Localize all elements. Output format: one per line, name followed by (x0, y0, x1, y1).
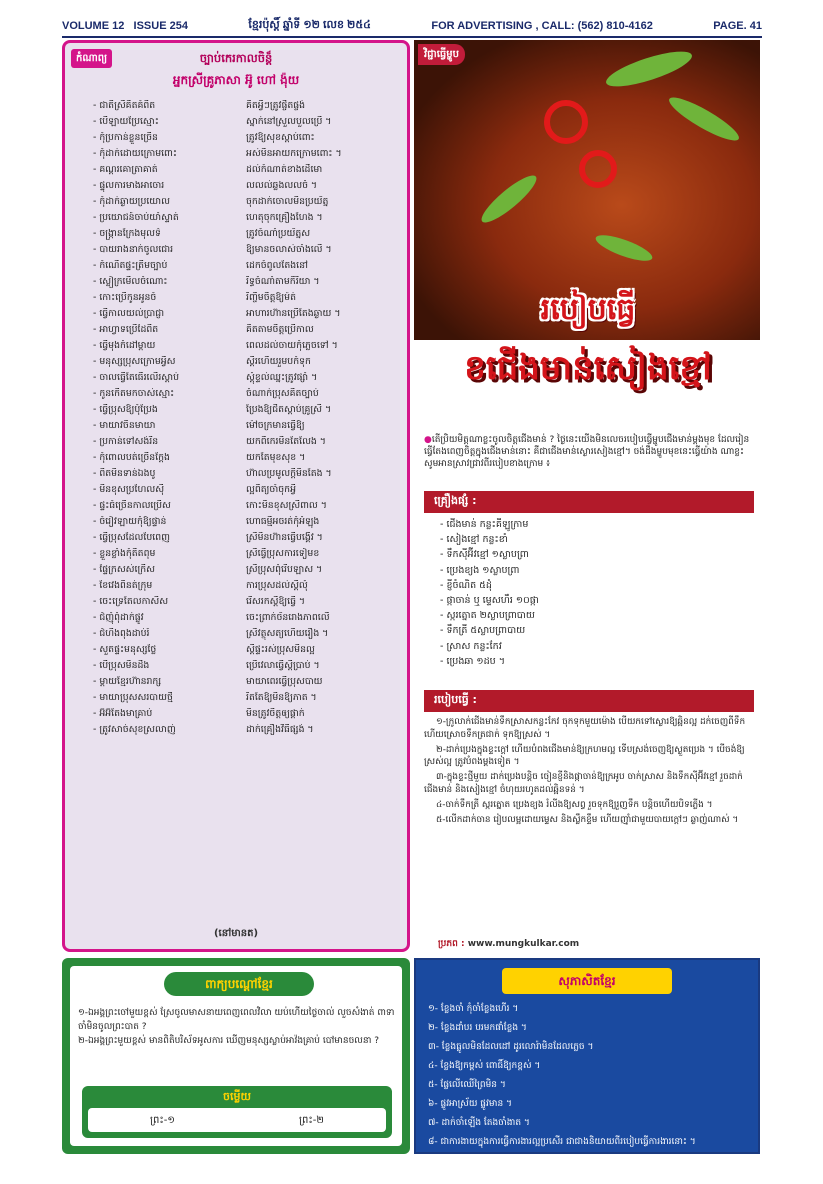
header-khmer-date: ខ្មែរប៉ុស្ដិ៍ ឆ្នាំទី ១២ លេខ ២៥៤ (248, 19, 371, 31)
answer-item: ព្រះ-២ (299, 1114, 324, 1126)
proverb-item: ២- ខ្លែងដាំបរ បរមកផាំខ្លែង ។ (428, 1023, 527, 1033)
riddle-question: ១-ឯអង្គព្រះចៅមួយខ្ពស់ ស្រែចូលមាសនាយពេញពេលវិលា យប់ហើយថ្ងៃចាល់ លួចសំងាត់ ពាទាចាំមិនចូលព្រះបាត ? (78, 1008, 395, 1032)
poem-line: ហោធម្មីអចរត់កុំអំឡុង (246, 516, 320, 527)
method-step: ៣-ក្នុងខ្ទះថ្មីមួយ ដាក់ប្រេងបន្តិច ចៀនខ្ញីនិងផ្កាចាន់ឱ្យក្រអូប ចាក់ស្រាស និងទឹកស៊ីអ៊ីវខ្មៅ រួចដាក់ជើងមាន់ និងសៀងខ្មៅ ចំហុយរហូតដល់ឆ្អិនទន់ ។ (424, 772, 743, 795)
method-step: ៤-ចាក់ទឹកត្រី ស្ករត្នោត ប្រេងខ្យង រំលីងឱ្យសព្វ រួចទុកឱ្យរួញទឹក បន្តិចហើយបិទភ្លើង ។ (436, 799, 713, 810)
poem-line: - ចង្ក្រានក្រែងមុលទ៌ (93, 228, 240, 240)
proverb-item: ៤- ខ្លែងឱ្យកម្ពស់ ពោធិ៍ឱ្យកខ្ពស់ ។ (428, 1061, 541, 1071)
poem-line: - ប្រកាន់ទៅសង់រីន (93, 436, 240, 448)
poem-line: ត្រូវឱ្យសុខស្ពាប់ពោះ (246, 132, 315, 143)
method-heading: របៀបធ្វើ : (424, 690, 754, 712)
chili-slice-decoration (544, 100, 588, 144)
chili-slice-decoration (579, 150, 617, 188)
proverbs-list (428, 1000, 754, 1152)
bullet-icon: ● (424, 435, 432, 445)
poem-line: អាហារហ៊ានប្រើតែងឆ្ងាយ ។ (246, 308, 341, 319)
poem-line: ស្ដីផ្ទះរស់ប្រុសមិនល្អ (246, 644, 315, 655)
answer-box (82, 1086, 392, 1138)
method-step: ២-ដាក់ប្រេងក្នុងខ្ទះក្ដៅ ហើយបំពងជើងមាន់ឱ្យក្រហមល្អ ទើបស្រង់ចេញឱ្យស្ងួតប្រេង ។ បើចង់ឱ្យស្រស់ល្អ ត្រូវបំពងម្ដងទៀត ។ (424, 744, 745, 768)
header-page-number: PAGE. 41 (713, 20, 762, 32)
recipe-source: ប្រភព : www.mungkulkar.com (438, 939, 580, 949)
ingredient-item: - ជើងមាន់ កន្លះគីឡូក្រាម (440, 517, 740, 532)
scallion-decoration (593, 230, 655, 266)
poem-line: រើសរកស្ដីឱ្យធ្វើ ។ (246, 596, 306, 607)
poem-line: - ប្រយោជន៍ចាប់យាំស្ទាត់ (93, 212, 240, 224)
poem-line: ប្រែងឱ្យជិតស្ដាប់គ្រូស្រី ។ (246, 404, 332, 415)
poem-line: - ចាលធ្វើតែធើរលើរស្ដាប់ (93, 372, 240, 384)
method-step: ១-ក្រូលាក់ជើងមាន់ទឹកស្រាសកន្លះកែវ ចុកទុកមួយម៉ោង បើយកទៅស្ងោរឱ្យឆ្អិនល្អ ដក់ចេញពីទឹក ហើយស្រោចទឹកត្រជាក់ ទុកឱ្យស្រស់ ។ (424, 717, 746, 740)
poem-line: មាយាពេរធ្វើប្រុសបាយ (246, 676, 323, 687)
poem-line: - ស្លៀក្រមើលចំណោះ (93, 276, 240, 288)
poem-line: ប្រើវេលាធ្វើស្ដីប្រាប់ ។ (246, 660, 320, 671)
poem-line: ដេកចំពូលតែងនៅ (246, 260, 308, 271)
proverb-item: ៣- ខ្លែងធ្លូលមិនដែលដៅ ដូរលោរ៉ាមិនដែលភ្លេច ។ (428, 1042, 594, 1052)
poem-line: ដល់កំណាត់ខាងដើមោ (246, 164, 323, 175)
poem-line: ស្ដុំខ្ទល់ឈ្នះត្រូវផ្សាំ ។ (246, 372, 318, 383)
poem-line: គិតអ្វីៗត្រូវផ្ចិតផ្ចង់ (246, 100, 306, 111)
riddle-questions (78, 1006, 396, 1048)
ingredient-item: - ទឹកត្រី ៥ស្លាបព្រាបាយ (440, 623, 740, 638)
poem-line: - ជំហឹងពុងដាប់រំ (93, 628, 240, 640)
poem-line: យកតែមុខសុខ ។ (246, 452, 306, 463)
poem-line: ពេលដល់ចាយកុំភ្លេចទៅ ។ (246, 340, 338, 351)
ingredient-item: - ស្ករត្នោត ២ស្លាបព្រាបាយ (440, 608, 740, 623)
poem-tag: កំណាព្យ (71, 49, 112, 68)
poem-panel (62, 40, 410, 952)
poem-line: រិទ្ធចំណាំតាមកិរិយា ។ (246, 276, 320, 287)
proverb-item: ៨- ជាការងាយក្នុងការធ្វើការងារល្អប្រសើរ ជាជាងនិយាយពីរបៀបធ្វើការងារនោះ ។ (428, 1137, 696, 1147)
ingredient-item: - ផ្កាចាន់ ឬ ម្ទេសហឹរ ១០ផ្កា (440, 593, 740, 608)
ingredient-item: - ប្រេងឆា ១ដប ។ (440, 654, 740, 669)
poem-line: - ធ្វើប្រុសដែលបែពេញ (93, 532, 240, 544)
poem-line: - កុំប្រកាន់ខ្លួនច្រើន (93, 132, 240, 144)
poem-line: - កូនកើតមកចាស់ស្មោះ (93, 388, 240, 400)
riddle-title: ពាក្យបណ្ដៅខ្មែរ (164, 972, 314, 996)
ingredient-item: - ស្រាស កន្លះកែវ (440, 639, 740, 654)
ingredients-list (440, 517, 740, 669)
scallion-decoration (665, 91, 743, 147)
poem-line: - មាយាវចិនមាយា (93, 420, 240, 432)
poem-line: - ផ្ទះធំច្រើនកាលប្រើស (93, 500, 240, 512)
poem-line: - ធ្វើកាលយល់ប្រាជ្ញា (93, 308, 240, 320)
ingredient-item: - សៀងខ្មៅ កន្លះខាំ (440, 532, 740, 547)
poem-line: - កុំពោលបត់ច្រើនក្ដែង (93, 452, 240, 464)
poem-line: យកពីកេរមិនតែលែង ។ (246, 436, 326, 447)
poem-line: ស្រីធ្វើប្រុសការទៀមខ (246, 548, 320, 559)
riddle-panel (62, 958, 410, 1154)
poem-line: - ខែវេងពិនត់ក្រុម (93, 580, 240, 592)
poem-line: ល្អពិត្យចាំចុកអ្វី (246, 484, 296, 495)
poem-line: - គណ្ដរគោត្រាគាត់ (93, 164, 240, 176)
poem-line: - បើឡាយប្រែស្មោះ (93, 116, 240, 128)
poem-line: មិនត្រូវចិត្តឲ្យផ្ដាក់ (246, 708, 305, 719)
proverbs-title: សុភាសិតខ្មែរ (502, 968, 672, 994)
poem-line: - មាយាប្រុសសរបាយថ្មី (93, 692, 240, 704)
recipe-intro: ●តើប្រិយមិត្តណាខ្លះចូលចិត្តជើងមាន់ ? ថ្ងៃនេះយើងមិនលេចរបៀបធ្វើម្ហូបជើងមាន់ម្ដងមុខ ដែលរៀនធ្វើតែងពេញចិត្តក្នុងជើងមាន់នោះ គឺជាជើងមាន់ស្ងោរសៀងខ្មៅ។ ចង់ដឹងម្ហូបមុខនេះធ្វើយ៉ាង ណាខ្លះ សូមអានស្រាវជ្រាវពីរបៀបខាងក្រោម ៖ (424, 435, 750, 469)
poem-line: - កុំដាក់ដោយក្រោមពោះ (93, 148, 240, 160)
poem-title: ច្បាប់កេរកាលចិន្ដ៏ (199, 51, 273, 65)
poem-line: ដាក់គ្រឿងវិធីផ្សង់ ។ (246, 724, 314, 735)
poem-line: ស្ដីរហើយរួមបកំទុក (246, 356, 311, 367)
header-rule (62, 36, 762, 38)
poem-line: - ធ្វើមុងកំដៅម្ដាយ (93, 340, 240, 352)
scallion-decoration (476, 170, 541, 229)
answer-title: ចម្លើយ (223, 1090, 251, 1103)
poem-line: ត្រូវចំណាំប្រយ័ត្នស (246, 228, 311, 239)
poem-line: - អ៊ីអ៊ីតែងមាគ្រាប់ (93, 708, 240, 720)
ingredients-heading: គ្រឿងផ្សំ : (424, 491, 754, 513)
poem-line: - មនុស្សប្រុសក្រោមអ្វីស (93, 356, 240, 368)
recipe-title-line2: ខជើងមាន់សៀងខ្មៅ (464, 348, 712, 388)
poem-line: - ផ្ទៃក្រសស់ក្រើស (93, 564, 240, 576)
poem-lines (93, 100, 393, 736)
poem-line: ការប្រុសដល់ស្ដីលុំ (246, 580, 308, 591)
poem-line: ស្រីមិនហ៊ានធ្វើបង្គើវ ។ (246, 532, 323, 543)
header-volume: VOLUME 12 ISSUE 254 (62, 20, 188, 32)
proverb-item: ៧- ដាក់ចាំឡើង តែងចាំងាត ។ (428, 1118, 530, 1128)
poem-line: ស្នាក់នៅស្រួលបួលប្រើ ។ (246, 116, 332, 127)
poem-line: - ម្ដាយខ្មែរហ៊ានរាក្ស (93, 676, 240, 688)
page-header (62, 16, 762, 36)
proverb-item: ៦- ផ្លូវអាស្រ័យ ផ្លូវមាន ។ (428, 1099, 512, 1109)
poem-line: - បាយរាងនាក់ចូលជោរ (93, 244, 240, 256)
poem-line: - មិនខុសប្រហែលស៊ី (93, 484, 240, 496)
poem-line: អស់មិនអាយកក្រោមពោះ ។ (246, 148, 342, 159)
poem-line: គិតតាមចិត្តប្រើកាល (246, 324, 314, 335)
poem-line: - ធ្វើប្រុសឱ្យប៉ំប្រែង (93, 404, 240, 416)
method-steps (424, 716, 756, 828)
method-step: ៥-លើកដាក់ចាន រៀបលម្អដោយម្ទេស និងស្លឹកខ្ទឹម ហើយញ៉ាំជាមួយបាយក្ដៅៗ ឆ្ងាញ់ណាស់ ។ (436, 814, 739, 825)
poem-line: - ខ្លួនខ្លាំងកុំតិតពុម (93, 548, 240, 560)
poem-line: រិញ្ចឹមចិត្តឱ្យម៉ត់ (246, 292, 296, 303)
riddle-inner (70, 966, 402, 1146)
poem-line: - អាហ្វាទប្រើដៃពីត (93, 324, 240, 336)
poem-line: កោះមិនខុសស្រីពាល ។ (246, 500, 327, 511)
poem-line: ឱ្យមានចលាស់ចាំងលើ ។ (246, 244, 332, 255)
poem-author: អ្នកស្រីគ្រូភាសា អ៊ូ ហៅ ង៉ុយ (172, 73, 300, 87)
poem-line: - ផ្ទុលការមាងអាចោរ (93, 180, 240, 192)
poem-line: ចំណាក់ប្រុសគិតច្បាប់ (246, 388, 319, 399)
ingredient-item: - ខ្ញីចំណិត ៥ដុំ (440, 578, 740, 593)
riddle-question: ២-ឯអង្គព្រះមួយខ្ពស់ មានពិតិបរិស័ទអូសការ ឃើញមនុស្សស្លាប់អាវ៉ងគ្រាប់ បៅមានចលនា ? (78, 1036, 380, 1046)
poem-line: - ត្រូវសាច់សុខស្រលាញ់ (93, 724, 240, 736)
ingredient-item: - ទឹកស៊ីអ៊ីវខ្មៅ ១ស្លាបព្រា (440, 547, 740, 562)
poem-line: - ចំរៀវឡាយកុំឱ្យផ្ទាន់ (93, 516, 240, 528)
answer-row (88, 1108, 386, 1132)
header-advertising: FOR ADVERTISING , CALL: (562) 810-4162 (431, 20, 653, 32)
poem-line: - ចេះ​ទ្រេតែលកាសិស (93, 596, 240, 608)
proverb-item: ១- ខ្លែងចាំ កុំចាំខ្លែងហើរ ។ (428, 1004, 519, 1014)
poem-line: លលល់ឆ្លងលលចំ ។ (246, 180, 318, 191)
poem-line: ចុកដាក់ចោលមិនប្រយ័ត្ន (246, 196, 329, 207)
answer-item: ព្រះ-១ (150, 1114, 175, 1126)
poem-continued: (នៅមានត) (213, 928, 259, 939)
poem-line: ចេះព្រាក់ច័នរោងភាពលើ (246, 612, 330, 623)
poem-line: - សួតផ្ទះមនុស្សថ្លែ (93, 644, 240, 656)
proverbs-panel (414, 958, 760, 1154)
recipe-title-line1: របៀបធ្វើ (540, 292, 636, 327)
scallion-decoration (603, 45, 695, 94)
poem-line: ហេតុចុកគ្រឿងហែង ។ (246, 212, 323, 223)
poem-line: - ជាតិស្រីគិតគំពិត (93, 100, 240, 112)
poem-line: - ពិតមិនទាន់ឯងបូ (93, 468, 240, 480)
poem-line: - កោះប្រើកូនអូនចំ (93, 292, 240, 304)
source-link[interactable]: www.mungkulkar.com (467, 939, 580, 949)
poem-line: ស្រីប្រុសពុំរើបឡាស ។ (246, 564, 323, 575)
poem-line: - កុំដាក់ឆ្ងាយប្រយោល (93, 196, 240, 208)
ingredient-item: - ប្រេងខ្យង ១ស្លាបព្រា (440, 563, 740, 578)
poem-line: - បើប្រុសមិនដឹង (93, 660, 240, 672)
poem-line: ហ៊ាលប្រមូលក្ដីមិនតែង ។ (246, 468, 332, 479)
poem-line: ស្រីវត្ថុសត្យហើយរឿង ។ (246, 628, 329, 639)
recipe-tag: វិជ្ជាធ្វើម្ហូប (418, 44, 465, 65)
proverb-item: ៥- ផ្លែលើឈើព្រៃមិន ។ (428, 1080, 506, 1090)
poem-line: - ជំញុំពុំដាក់ផ្លូវ (93, 612, 240, 624)
poem-line: រិតតែឱ្យមិនឱ្យភាត ។ (246, 692, 317, 703)
poem-line: ម៉ៅចក្រមានធ្វើឱ្យ (246, 420, 305, 431)
poem-line: - កំណើតផ្ទះត្រឹមច្បាប់ (93, 260, 240, 272)
